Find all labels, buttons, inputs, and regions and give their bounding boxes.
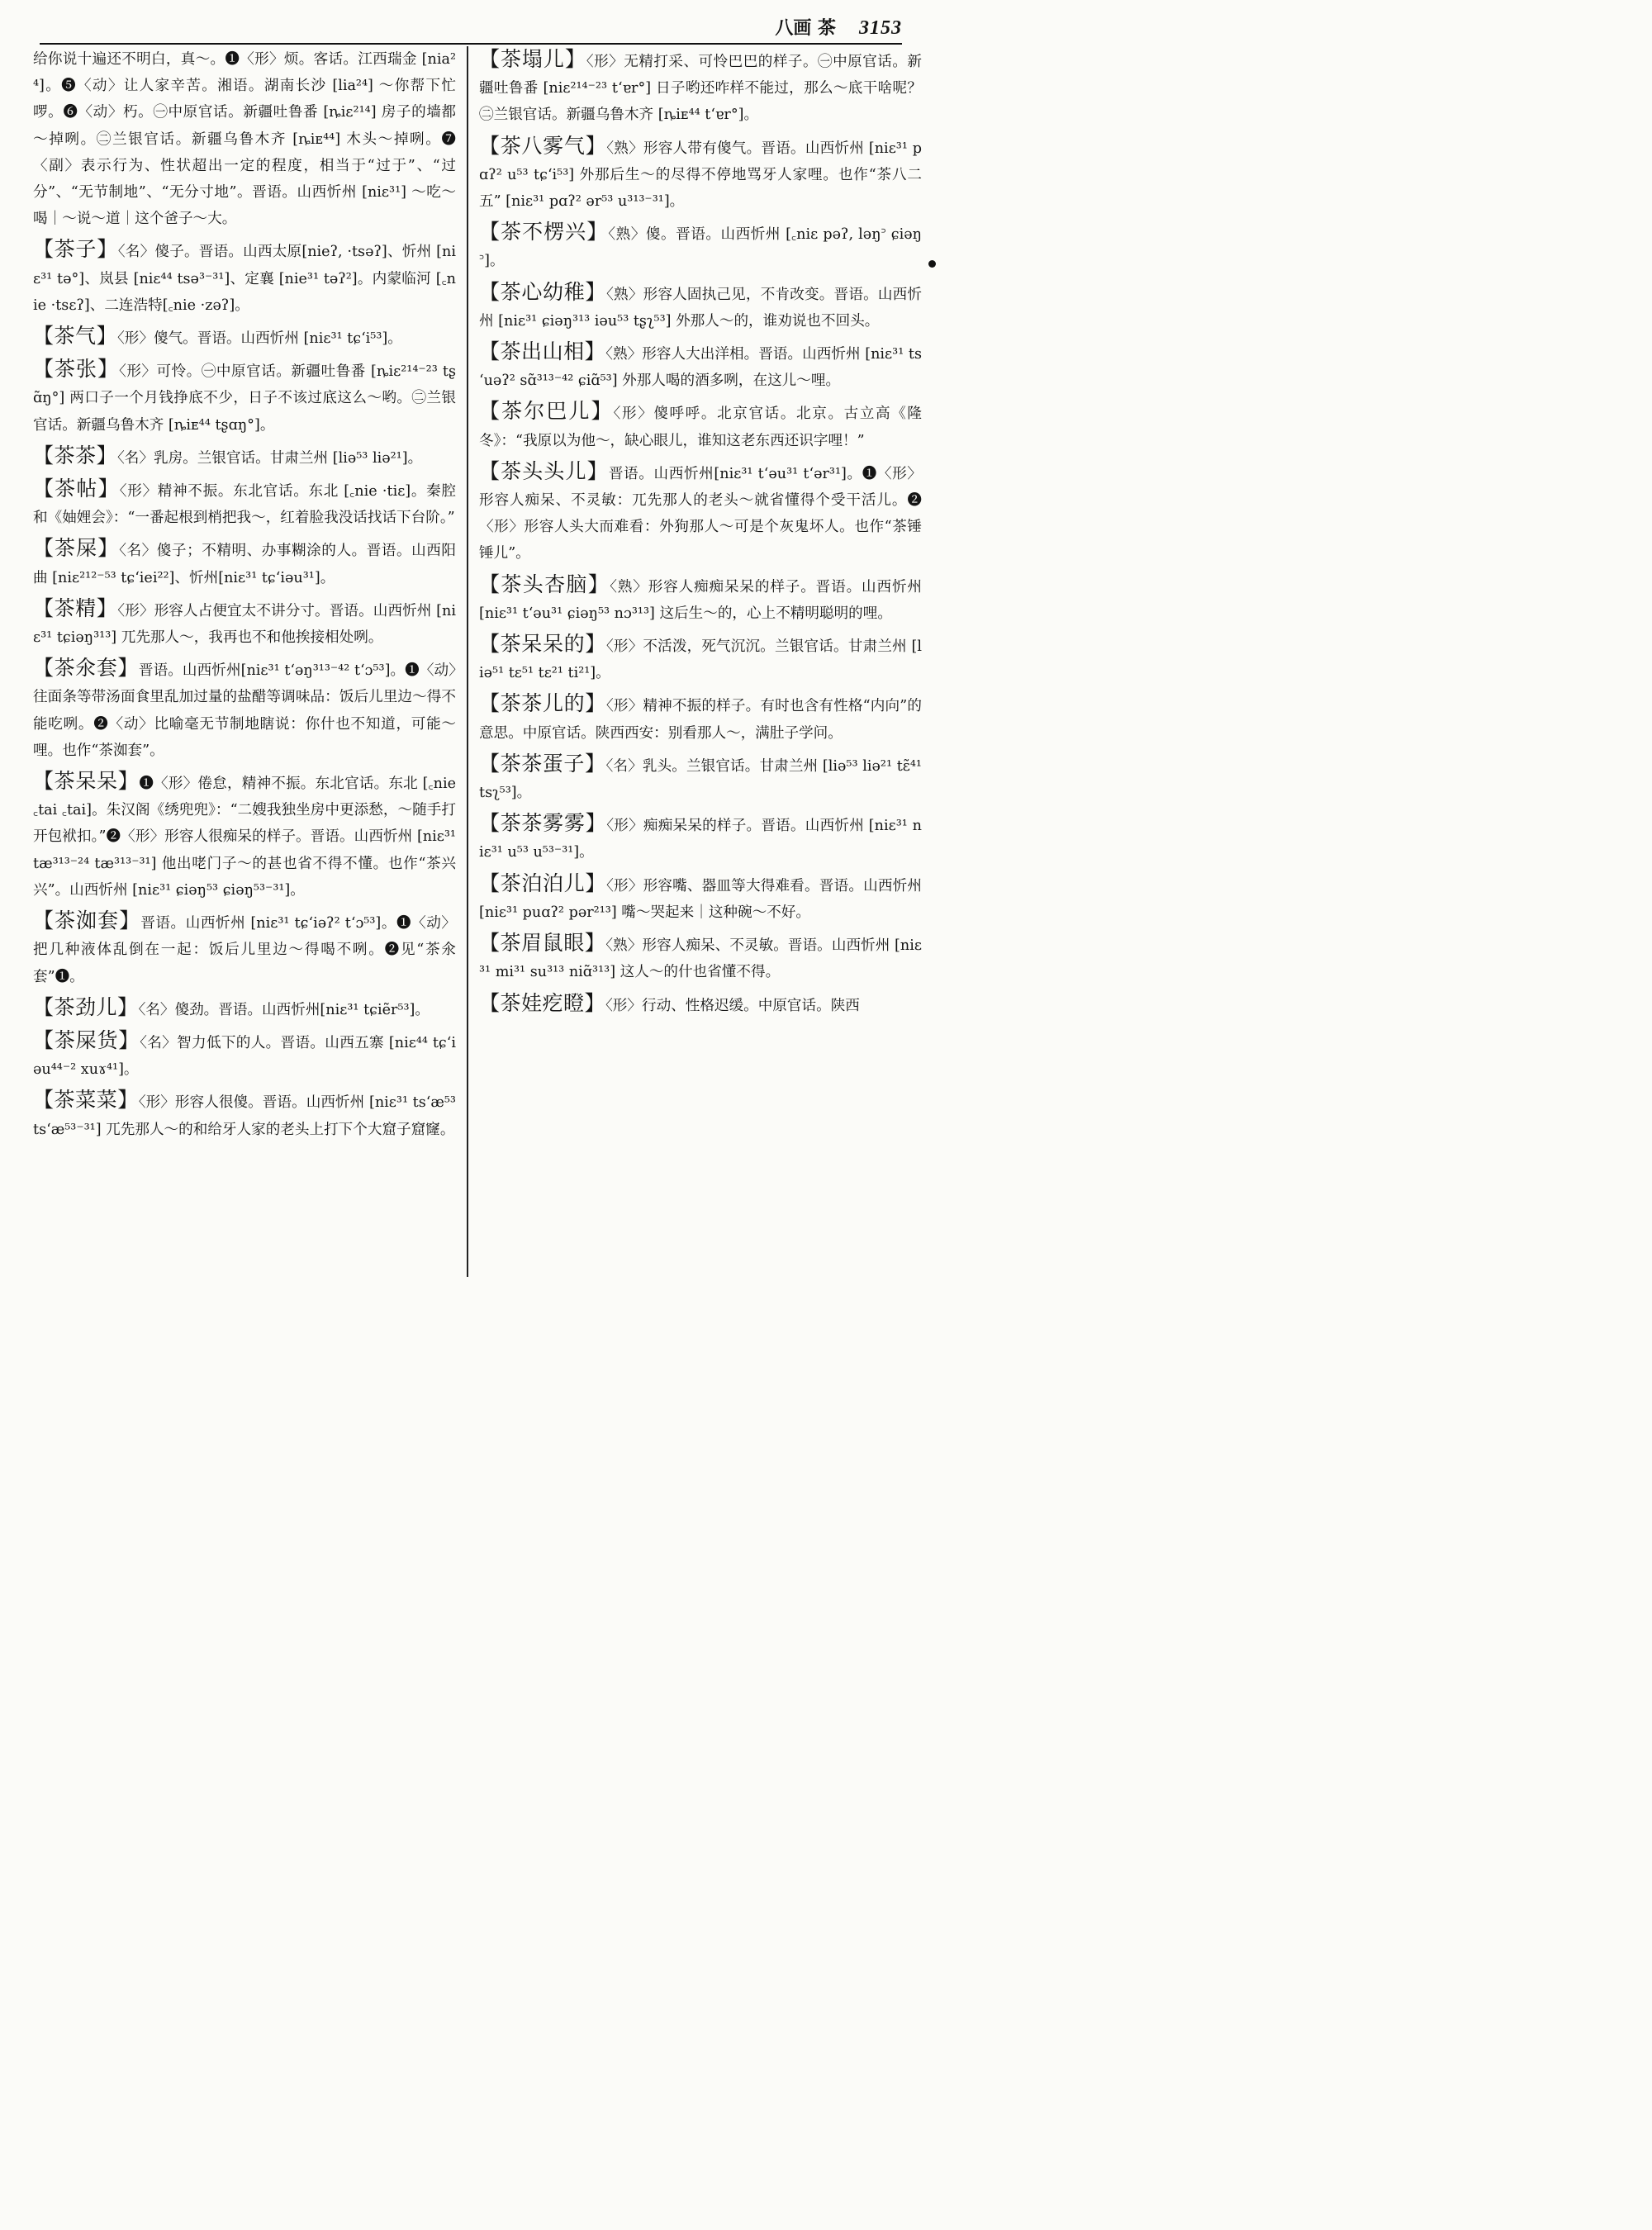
- entry-headword: 【茶洳套】: [33, 909, 141, 933]
- left-column: [33, 46, 456, 1147]
- right-column: [479, 46, 922, 1023]
- entry-body: 〈名〉傻劲。晋语。山西忻州[niɛ³¹ tɕiẽr⁵³]。: [138, 1001, 430, 1018]
- dictionary-entry: [33, 476, 456, 531]
- margin-dot: [928, 260, 936, 268]
- entry-body: 〈形〉精神不振的样子。有时也含有性格“内向”的意思。中原官话。陕西西安：别看那人～，满肚子学问。: [479, 698, 922, 742]
- entry-body: 晋语。山西忻州[niɛ³¹ tʻəu³¹ tʻər³¹]。❶〈形〉形容人痴呆、不灵敏：兀先那人的老头～就省懂得个受干活儿。❷〈形〉形容人头大而难看：外狗那人～可是个灰鬼坏人。也作“茶锤锤儿”。: [479, 465, 922, 562]
- dictionary-entry: [479, 631, 922, 686]
- dictionary-entry: [479, 339, 922, 394]
- dictionary-entry: [33, 236, 456, 319]
- entry-body: 〈熟〉形容人痴呆、不灵敏。晋语。山西忻州 [niɛ³¹ mi³¹ su³¹³ niɑ̃³¹³] 这人～的什也省懂不得。: [479, 937, 922, 981]
- entry-body: 〈形〉形容嘴、器皿等大得难看。晋语。山西忻州 [niɛ³¹ puɑʔ² pər²¹³] 嘴～哭起来｜这种碗～不好。: [479, 877, 922, 921]
- dictionary-entry: [479, 219, 922, 274]
- entry-body: ❶〈形〉倦怠，精神不振。东北官话。东北 [꜀nie ꜀tai ꜀tai]。朱汉阁《绣兜兜》：“二嫂我独坐房中更添愁，～随手打开包袱扣。”❷〈形〉形容人很痴呆的样子。晋语。山西忻州 [niɛ³¹ tæ³¹³⁻²⁴ tæ³¹³⁻³¹] 他出咾门子～的甚也省不得不懂。也作“茶兴兴”。山西忻州 [niɛ³¹ ɕiəŋ⁵³ ɕiəŋ⁵³⁻³¹]。: [33, 776, 456, 899]
- dictionary-entry: [479, 46, 922, 129]
- dictionary-entry: [479, 279, 922, 334]
- dictionary-entry: [479, 871, 922, 926]
- entry-headword: 【茶劲儿】: [33, 994, 139, 1019]
- dictionary-entry: [479, 398, 922, 453]
- dictionary-entry: [479, 751, 922, 806]
- entry-body: 〈名〉傻子。晋语。山西太原[nieʔ, ·tsəʔ]、忻州 [niɛ³¹ tə°]、岚县 [niɛ⁴⁴ tsə³⁻³¹]、定襄 [nie³¹ təʔ²]。内蒙临河 [꜀nie ·tsɛʔ]、二连浩特[꜀nie ·zəʔ]。: [33, 244, 456, 314]
- entry-continuation: [33, 46, 456, 232]
- dictionary-entry: [479, 990, 922, 1019]
- entry-body: 晋语。山西忻州[niɛ³¹ tʻəŋ³¹³⁻⁴² tʻɔ⁵³]。❶〈动〉往面条等带汤面食里乱加过量的盐醋等调味品：饭后儿里边～得不能吃咧。❷〈动〉比喻毫无节制地瞎说：你什也不知道，可能～哩。也作“茶洳套”。: [33, 662, 456, 759]
- dictionary-entry: [33, 768, 456, 904]
- entry-body: 〈形〉可怜。㊀中原官话。新疆吐鲁番 [ȵiɛ²¹⁴⁻²³ tʂɑ̃ŋ°] 两口子一个月钱挣底不少，日子不该过底这么～哟。㊁兰银官话。新疆乌鲁木齐 [ȵiᴇ⁴⁴ tʂɑŋ°]。: [33, 363, 456, 434]
- dictionary-entry: [33, 356, 456, 439]
- entry-headword: 【茶张】: [33, 357, 120, 382]
- entry-headword: 【茶心幼稚】: [479, 279, 607, 304]
- entry-body: 〈形〉不活泼，死气沉沉。兰银官话。甘肃兰州 [liə⁵¹ tɛ⁵¹ tɛ²¹ ti²¹]。: [479, 638, 922, 682]
- entry-body: 〈熟〉形容人固执己见，不肯改变。晋语。山西忻州 [niɛ³¹ ɕiəŋ³¹³ iəu⁵³ tʂʅ⁵³] 外那人～的，谁劝说也不回头。: [479, 286, 922, 330]
- dictionary-entry: [479, 930, 922, 985]
- entry-headword: 【茶呆呆的】: [479, 632, 606, 657]
- section-label: 八画 茶: [775, 17, 836, 39]
- entry-body: 〈熟〉傻。晋语。山西忻州 [꜀niɛ pəʔ, ləŋ꜄ ɕiəŋ꜄]。: [479, 226, 922, 270]
- entry-headword: 【茶八雾气】: [479, 133, 607, 158]
- entry-body: 〈形〉无精打采、可怜巴巴的样子。㊀中原官话。新疆吐鲁番 [niɛ²¹⁴⁻²³ tʻɐr°] 日子哟还咋样不能过，那么～底干啥呢？㊁兰银官话。新疆乌鲁木齐 [ȵiᴇ⁴⁴ tʻɐr°]。: [479, 54, 922, 124]
- entry-body: 〈熟〉形容人大出洋相。晋语。山西忻州 [niɛ³¹ tsʻuəʔ² sɑ̃³¹³⁻⁴² ɕiɑ̃⁵³] 外那人喝的酒多咧，在这儿～哩。: [479, 346, 922, 390]
- dictionary-entry: [33, 1027, 456, 1083]
- entry-headword: 【茶尔巴儿】: [479, 399, 614, 424]
- dictionary-entry: [33, 323, 456, 352]
- dictionary-entry: [33, 994, 456, 1023]
- entry-body: 晋语。山西忻州 [niɛ³¹ tɕʻiəʔ² tʻɔ⁵³]。❶〈动〉把几种液体乱倒在一起：饭后儿里边～得喝不咧。❷见“茶氽套”❶。: [33, 915, 456, 985]
- entry-body: 〈名〉傻子；不精明、办事糊涂的人。晋语。山西阳曲 [niɛ²¹²⁻⁵³ tɕʻiei²²]、忻州[niɛ³¹ tɕʻiəu³¹]。: [33, 543, 456, 586]
- entry-body: 〈形〉形容人占便宜太不讲分寸。晋语。山西忻州 [niɛ³¹ tɕiəŋ³¹³] 兀先那人～，我再也不和他挨接相处咧。: [33, 602, 456, 647]
- entry-body: 〈名〉乳头。兰银官话。甘肃兰州 [liə⁵³ liə²¹ tɛ̃⁴¹ tsʅ⁵³]。: [479, 757, 922, 802]
- entry-headword: 【茶出山相】: [479, 339, 606, 364]
- entry-body: 〈熟〉形容人痴痴呆呆的样子。晋语。山西忻州 [niɛ³¹ tʻəu³¹ ɕiəŋ⁵³ nɔ³¹³] 这后生～的，心上不精明聪明的哩。: [479, 578, 922, 622]
- entry-headword: 【茶呆呆】: [33, 769, 140, 794]
- entry-headword: 【茶眉鼠眼】: [479, 931, 606, 956]
- entry-body: 给你说十遍还不明白，真～。❶〈形〉烦。客话。江西瑞金 [nia²⁴]。❺〈动〉让人家辛苦。湘语。湖南长沙 [lia²⁴] ～你帮下忙啰。❻〈动〉朽。㊀中原官话。新疆吐鲁番 [ȵiɛ²¹⁴] 房子的墙都～掉咧。㊁兰银官话。新疆乌鲁木齐 [ȵiᴇ⁴⁴] 木头～掉咧。❼〈副〉表示行为、性状超出一定的程度，相当于“过于”、“过分”、“无节制地”、“无分寸地”。晋语。山西忻州 [niɛ³¹] ～吃～喝｜～说～道｜这个爸子～大。: [33, 51, 456, 228]
- entry-body: 〈熟〉形容人带有傻气。晋语。山西忻州 [niɛ³¹ pɑʔ² u⁵³ tɕʻi⁵³] 外那后生～的尽得不停地骂牙人家哩。也作“茶八二五” [niɛ³¹ pɑʔ² ər⁵³ u³¹³⁻³¹]。: [479, 140, 922, 211]
- entry-headword: 【茶精】: [33, 595, 118, 620]
- entry-headword: 【茶茶蛋子】: [479, 751, 606, 776]
- dictionary-entry: [479, 458, 922, 567]
- entry-headword: 【茶头头儿】: [479, 458, 609, 483]
- dictionary-entry: [33, 595, 456, 651]
- entry-headword: 【茶菜菜】: [33, 1088, 139, 1113]
- dictionary-entry: [33, 908, 456, 990]
- entry-headword: 【茶塌儿】: [479, 47, 586, 71]
- entry-body: 〈形〉痴痴呆呆的样子。晋语。山西忻州 [niɛ³¹ niɛ³¹ u⁵³ u⁵³⁻³¹]。: [479, 818, 922, 861]
- entry-body: 〈名〉智力低下的人。晋语。山西五寨 [niɛ⁴⁴ tɕʻiəu⁴⁴⁻² xuɤ⁴¹]。: [33, 1034, 456, 1079]
- entry-headword: 【茶头杏脑】: [479, 572, 610, 596]
- entry-headword: 【茶茶】: [33, 443, 118, 467]
- entry-headword: 【茶娃疙瞪】: [479, 990, 606, 1015]
- dictionary-entry: [33, 535, 456, 591]
- dictionary-entry: [33, 655, 456, 764]
- dictionary-entry: [479, 133, 922, 216]
- page-number: 3153: [859, 17, 902, 39]
- dictionary-entry: [33, 443, 456, 472]
- page-header: [40, 12, 902, 45]
- entry-body: 〈形〉形容人很傻。晋语。山西忻州 [niɛ³¹ tsʻæ⁵³ tsʻæ⁵³⁻³¹] 兀先那人～的和给牙人家的老头上打下个大窟子窟窿。: [33, 1094, 456, 1138]
- dictionary-page: [0, 0, 950, 1283]
- entry-body: 〈名〉乳房。兰银官话。甘肃兰州 [liə⁵³ liə²¹]。: [117, 449, 423, 467]
- entry-headword: 【茶子】: [33, 237, 118, 262]
- dictionary-entry: [479, 690, 922, 746]
- entry-body: 〈形〉傻呼呼。北京官话。北京。古立高《隆冬》：“我原以为他～，缺心眼儿，谁知这老东西还识字哩！”: [479, 406, 922, 449]
- entry-body: 〈形〉精神不振。东北官话。东北 [꜀nie ·tiɛ]。秦腔和《妯娌会》：“一番起根到梢把我～，红着脸我没话找话下台阶。”: [33, 483, 456, 527]
- entry-headword: 【茶屎货】: [33, 1027, 140, 1052]
- entry-headword: 【茶茶儿的】: [479, 691, 606, 716]
- entry-headword: 【茶茶雾雾】: [479, 811, 607, 836]
- column-divider: [467, 46, 468, 1277]
- entry-body: 〈形〉行动、性格迟缓。中原官话。陕西: [605, 997, 860, 1014]
- dictionary-entry: [33, 1087, 456, 1142]
- entry-headword: 【茶帖】: [33, 477, 120, 501]
- entry-headword: 【茶屎】: [33, 536, 120, 561]
- entry-headword: 【茶泊泊儿】: [479, 871, 607, 895]
- entry-headword: 【茶气】: [33, 324, 118, 349]
- entry-headword: 【茶不楞兴】: [479, 220, 609, 244]
- dictionary-entry: [479, 572, 922, 627]
- entry-headword: 【茶氽套】: [33, 656, 139, 681]
- entry-body: 〈形〉傻气。晋语。山西忻州 [niɛ³¹ tɕʻi⁵³]。: [117, 330, 402, 348]
- dictionary-entry: [479, 810, 922, 866]
